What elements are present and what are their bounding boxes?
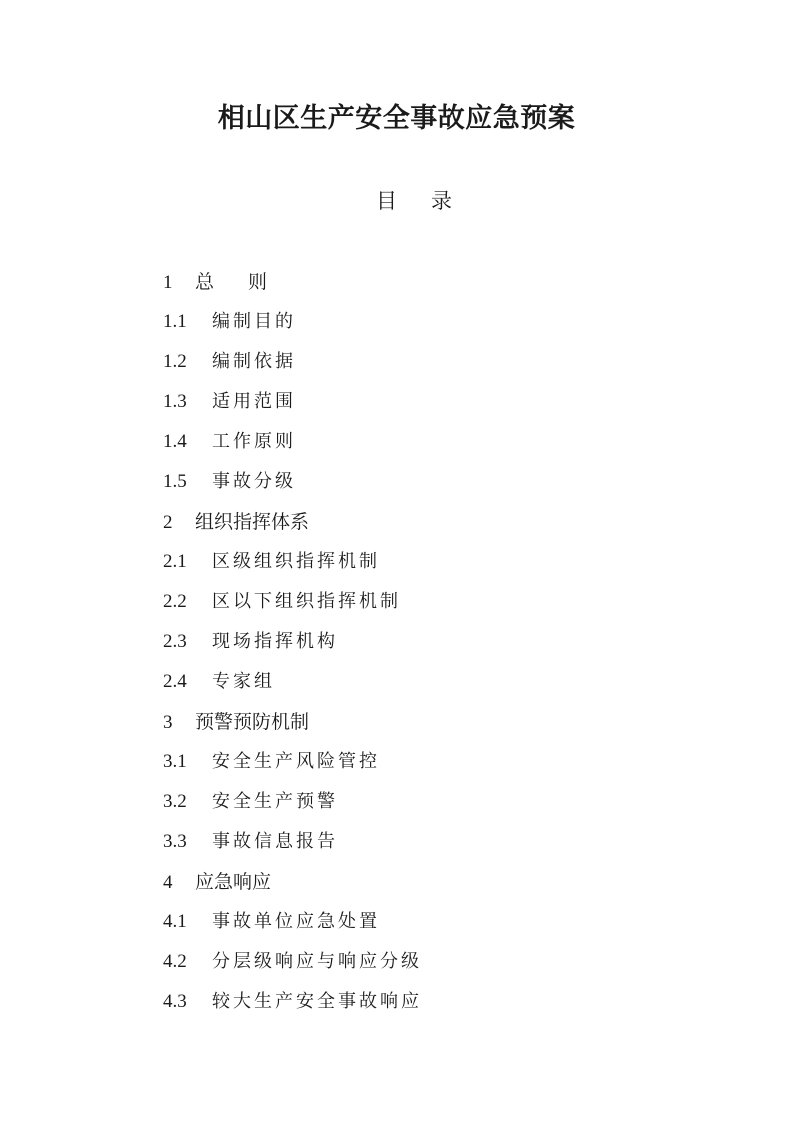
toc-entry[interactable] [163,502,683,542]
toc-entry-label: 区以下组织指挥机制 [212,591,401,612]
toc-entry[interactable] [163,702,683,742]
toc-entry-label: 区级组织指挥机制 [212,551,380,572]
toc-entry-number: 3.1 [163,751,187,772]
toc-entry-label: 总则 [195,271,302,293]
toc-entry-label: 编制目的 [212,311,296,332]
toc-entry-label: 工作原则 [212,431,296,452]
toc-entry-number: 1 [163,272,173,293]
toc-entry[interactable] [163,622,683,662]
toc-entry[interactable] [163,742,683,782]
toc-entry[interactable] [163,262,683,302]
toc-entry[interactable] [163,422,683,462]
toc-entry-number: 2.2 [163,591,187,612]
toc-entry[interactable] [163,462,683,502]
toc-entry-number: 4.3 [163,991,187,1012]
toc-entry-label: 现场指挥机构 [212,631,338,652]
toc-entry-number: 4 [163,872,173,893]
toc-entry[interactable] [163,982,683,1022]
toc-entry[interactable] [163,782,683,822]
document-title: 相山区生产安全事故应急预案 [217,103,576,134]
toc-entry[interactable] [163,942,683,982]
toc-entry-label: 安全生产预警 [212,791,338,812]
toc-entry-label: 应急响应 [195,871,272,893]
toc-heading-char-1: 目 [376,189,397,213]
toc-entry-number: 4.2 [163,951,187,972]
toc-entry-number: 1.1 [163,311,187,332]
toc-entry-number: 1.4 [163,431,187,452]
toc-entry-number: 3.3 [163,831,187,852]
table-of-contents [163,262,683,1022]
toc-entry-number: 3.2 [163,791,187,812]
toc-entry[interactable] [163,542,683,582]
toc-entry-number: 1.2 [163,351,187,372]
toc-entry-number: 2.1 [163,551,187,572]
toc-entry-label: 较大生产安全事故响应 [212,991,422,1012]
toc-entry-number: 3 [163,712,173,733]
toc-entry-number: 4.1 [163,911,187,932]
toc-entry[interactable] [163,342,683,382]
toc-entry[interactable] [163,902,683,942]
toc-entry-label: 组织指挥体系 [195,511,310,533]
toc-heading-char-2: 录 [431,189,452,213]
toc-entry-label: 安全生产风险管控 [212,751,380,772]
toc-entry-number: 2.3 [163,631,187,652]
toc-entry-label: 编制依据 [212,351,296,372]
toc-entry[interactable] [163,382,683,422]
toc-entry[interactable] [163,822,683,862]
toc-entry-label: 适用范围 [212,391,296,412]
toc-entry-label: 预警预防机制 [195,711,310,733]
toc-entry-number: 1.3 [163,391,187,412]
toc-entry-number: 1.5 [163,471,187,492]
toc-entry-number: 2 [163,512,173,533]
toc-entry-label: 分层级响应与响应分级 [212,951,422,972]
toc-entry[interactable] [163,662,683,702]
toc-entry[interactable] [163,862,683,902]
toc-entry-label: 事故信息报告 [212,831,338,852]
toc-entry-label: 专家组 [212,671,275,692]
toc-entry[interactable] [163,582,683,622]
toc-entry[interactable] [163,302,683,342]
toc-heading [376,185,452,215]
toc-entry-label: 事故单位应急处置 [212,911,380,932]
toc-entry-label: 事故分级 [212,471,296,492]
toc-entry-number: 2.4 [163,671,187,692]
